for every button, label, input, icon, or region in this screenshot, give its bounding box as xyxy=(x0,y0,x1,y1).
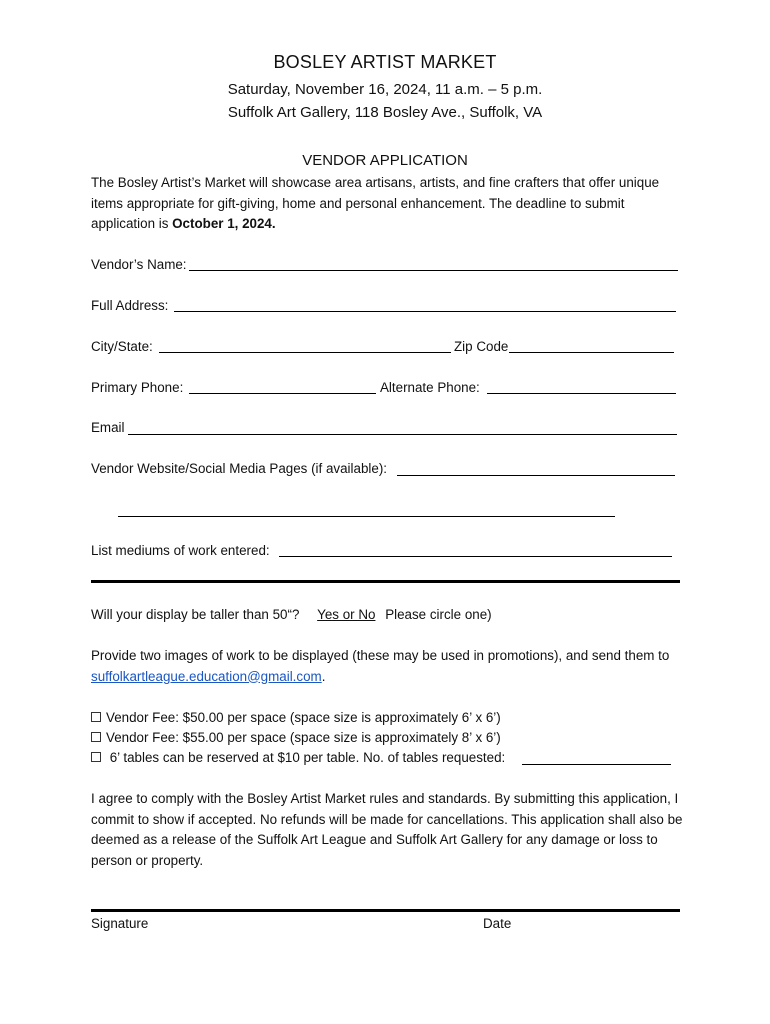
circle-one-instruction: Please circle one) xyxy=(385,607,492,622)
primary-phone-field[interactable] xyxy=(189,393,376,394)
vendor-name-field[interactable] xyxy=(189,270,678,271)
mediums-field[interactable] xyxy=(279,556,672,557)
mediums-label: List mediums of work entered: xyxy=(91,543,270,558)
intro-text: The Bosley Artist’s Market will showcase area artisans, artists, and fine crafters that offer unique items appropriate for gift-giving, home and personal enhancement. The deadline to submit application is xyxy=(91,175,660,231)
primary-phone-label: Primary Phone: xyxy=(91,380,184,395)
full-address-field[interactable] xyxy=(174,311,676,312)
full-address-label: Full Address: xyxy=(91,298,169,313)
event-location: Suffolk Art Gallery, 118 Bosley Ave., Suffolk, VA xyxy=(227,104,543,121)
vendor-name-label: Vendor’s Name: xyxy=(91,257,187,272)
website-label: Vendor Website/Social Media Pages (if available): xyxy=(91,461,387,476)
checkbox-icon[interactable] xyxy=(91,732,101,742)
agreement-paragraph: I agree to comply with the Bosley Artist Market rules and standards. By submitting this application, I commit to show if accepted. No refunds will be made for cancellations. This application shall also be deemed as a release of the Suffolk Art League and Suffolk Art Gallery for any damage or loss to person or property. xyxy=(91,791,683,868)
email-field[interactable] xyxy=(128,434,677,435)
submission-email-link[interactable]: suffolkartleague.education@gmail.com xyxy=(91,668,322,684)
fee-option-8x6[interactable] xyxy=(91,729,501,747)
deadline-date: October 1, 2024. xyxy=(172,216,276,231)
intro-paragraph xyxy=(91,173,691,235)
images-note-text: Provide two images of work to be displayed (these may be used in promotions), and send them to xyxy=(91,648,670,663)
date-label: Date xyxy=(483,916,512,931)
email-label: Email xyxy=(91,420,125,435)
application-title: VENDOR APPLICATION xyxy=(302,152,468,169)
zip-code-field[interactable] xyxy=(509,352,674,353)
table-reservation-text: 6’ tables can be reserved at $10 per table. No. of tables requested: xyxy=(106,750,506,765)
display-height-question xyxy=(91,606,492,624)
city-state-label: City/State: xyxy=(91,339,153,354)
website-field-continued[interactable] xyxy=(118,516,615,517)
signature-label: Signature xyxy=(91,916,149,931)
checkbox-icon[interactable] xyxy=(91,712,101,722)
city-state-field[interactable] xyxy=(159,352,451,353)
display-question-text: Will your display be taller than 50“? xyxy=(91,607,300,622)
signature-line[interactable] xyxy=(91,909,680,912)
alternate-phone-label: Alternate Phone: xyxy=(380,380,480,395)
event-date: Saturday, November 16, 2024, 11 a.m. – 5 p.m. xyxy=(227,81,543,98)
yes-no-options[interactable]: Yes or No xyxy=(317,607,376,622)
alternate-phone-field[interactable] xyxy=(487,393,676,394)
zip-code-label: Zip Code xyxy=(454,339,509,354)
images-note-end: . xyxy=(321,668,326,684)
page-title: BOSLEY ARTIST MARKET xyxy=(273,52,497,72)
images-note xyxy=(91,646,691,687)
tables-requested-field[interactable] xyxy=(522,764,671,765)
fee-6x6-text: Vendor Fee: $50.00 per space (space size is approximately 6’ x 6’) xyxy=(106,710,501,725)
website-field[interactable] xyxy=(397,475,675,476)
checkbox-icon[interactable] xyxy=(91,752,101,762)
fee-8x6-text: Vendor Fee: $55.00 per space (space size is approximately 8’ x 6’) xyxy=(106,730,501,745)
table-reservation-option[interactable] xyxy=(91,749,505,767)
fee-option-6x6[interactable] xyxy=(91,709,501,727)
section-divider xyxy=(91,580,680,583)
